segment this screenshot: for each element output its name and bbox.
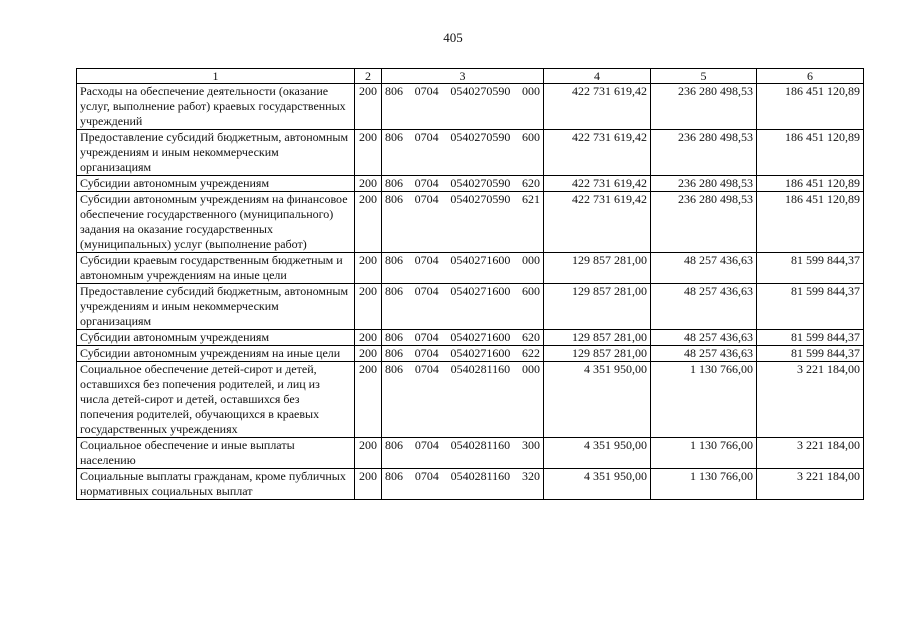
department-code: 806 xyxy=(385,284,403,298)
expense-name: Субсидии автономным учреждениям xyxy=(80,176,270,190)
column-header: 1 xyxy=(77,69,355,84)
section-code: 0704 xyxy=(414,330,439,344)
section-code: 0704 xyxy=(414,362,439,376)
amount-column-4 xyxy=(544,176,651,192)
section-code: 0704 xyxy=(414,130,439,144)
column-2-code: 200 xyxy=(359,438,377,452)
table-row xyxy=(77,176,864,192)
amount-column-6 xyxy=(757,192,864,253)
expense-type-code: 000 xyxy=(522,362,540,376)
expense-type-code: 620 xyxy=(521,330,540,344)
expense-name-cell xyxy=(77,192,355,253)
amount-5: 236 280 498,53 xyxy=(678,130,753,144)
amount-4: 4 351 950,00 xyxy=(584,362,647,376)
column-2-code: 200 xyxy=(359,192,377,206)
classification-codes-cell xyxy=(382,438,544,469)
classification-codes xyxy=(385,362,540,377)
expense-name: Расходы на обеспечение деятельности (оказание услуг, выполнение работ) краевых государственных учреждений xyxy=(80,84,346,128)
section-code: 0704 xyxy=(414,284,439,298)
expense-name-cell xyxy=(77,130,355,176)
amount-column-6 xyxy=(757,253,864,284)
section-code: 0704 xyxy=(414,253,439,267)
amount-column-5 xyxy=(651,192,757,253)
department-code: 806 xyxy=(385,176,403,190)
department-code: 806 xyxy=(385,192,403,206)
amount-4: 4 351 950,00 xyxy=(584,438,647,452)
amount-column-4 xyxy=(544,362,651,438)
classification-codes-cell xyxy=(382,84,544,130)
classification-codes-cell xyxy=(382,346,544,362)
classification-codes-cell xyxy=(382,253,544,284)
amount-column-4 xyxy=(544,130,651,176)
amount-column-5 xyxy=(651,176,757,192)
table-row xyxy=(77,192,864,253)
amount-6: 3 221 184,00 xyxy=(797,469,860,483)
column-2-code: 200 xyxy=(359,253,377,267)
amount-4: 422 731 619,42 xyxy=(572,84,647,98)
amount-column-6 xyxy=(757,438,864,469)
amount-6: 81 599 844,37 xyxy=(791,253,860,267)
classification-codes xyxy=(385,192,540,207)
column-header: 3 xyxy=(382,69,544,84)
amount-column-6 xyxy=(757,469,864,500)
amount-6: 3 221 184,00 xyxy=(797,362,860,376)
amount-column-4 xyxy=(544,469,651,500)
classification-codes-cell xyxy=(382,330,544,346)
department-code: 806 xyxy=(385,130,403,144)
classification-codes xyxy=(385,284,540,299)
expense-name-cell xyxy=(77,438,355,469)
amount-5: 1 130 766,00 xyxy=(690,362,753,376)
expense-name-cell xyxy=(77,330,355,346)
classification-codes xyxy=(385,346,540,361)
column-2-cell xyxy=(355,130,382,176)
amount-4: 422 731 619,42 xyxy=(572,192,647,206)
classification-codes xyxy=(385,130,540,145)
column-header: 5 xyxy=(651,69,757,84)
column-2-cell xyxy=(355,176,382,192)
target-article-code: 0540271600 xyxy=(450,346,511,360)
amount-5: 236 280 498,53 xyxy=(678,176,753,190)
table-body xyxy=(77,84,864,500)
column-2-code: 200 xyxy=(359,176,377,190)
amount-column-5 xyxy=(651,284,757,330)
amount-column-4 xyxy=(544,438,651,469)
classification-codes-cell xyxy=(382,284,544,330)
table-row xyxy=(77,438,864,469)
amount-column-6 xyxy=(757,346,864,362)
amount-4: 422 731 619,42 xyxy=(572,176,647,190)
target-article-code: 0540270590 xyxy=(450,192,511,206)
classification-codes-cell xyxy=(382,176,544,192)
amount-column-6 xyxy=(757,130,864,176)
target-article-code: 0540281160 xyxy=(450,438,511,452)
column-2-code: 200 xyxy=(359,469,377,483)
classification-codes xyxy=(385,330,540,345)
column-2-cell xyxy=(355,330,382,346)
table-row xyxy=(77,330,864,346)
table-row xyxy=(77,84,864,130)
column-2-cell xyxy=(355,362,382,438)
section-code: 0704 xyxy=(414,438,439,452)
table-row xyxy=(77,130,864,176)
target-article-code: 0540270590 xyxy=(450,130,511,144)
amount-6: 186 451 120,89 xyxy=(785,84,860,98)
table-row xyxy=(77,469,864,500)
target-article-code: 0540270590 xyxy=(450,176,511,190)
amount-column-5 xyxy=(651,330,757,346)
column-2-cell xyxy=(355,284,382,330)
expense-name-cell xyxy=(77,176,355,192)
target-article-code: 0540271600 xyxy=(450,253,511,267)
amount-5: 48 257 436,63 xyxy=(684,346,753,360)
budget-table xyxy=(76,68,864,500)
amount-4: 4 351 950,00 xyxy=(584,469,647,483)
amount-column-5 xyxy=(651,130,757,176)
expense-name-cell xyxy=(77,253,355,284)
column-2-cell xyxy=(355,469,382,500)
amount-6: 81 599 844,37 xyxy=(791,330,860,344)
section-code: 0704 xyxy=(414,176,439,190)
department-code: 806 xyxy=(385,438,403,452)
amount-4: 129 857 281,00 xyxy=(572,346,647,360)
expense-name: Предоставление субсидий бюджетным, автономным учреждениям и иным некоммерческим организациям xyxy=(80,130,349,174)
column-2-code: 200 xyxy=(359,330,377,344)
table-row xyxy=(77,253,864,284)
amount-column-4 xyxy=(544,253,651,284)
department-code: 806 xyxy=(385,330,403,344)
column-2-code: 200 xyxy=(359,346,377,360)
amount-6: 186 451 120,89 xyxy=(785,176,860,190)
expense-type-code: 000 xyxy=(521,253,540,267)
expense-type-code: 622 xyxy=(521,346,540,360)
expense-type-code: 600 xyxy=(521,130,540,144)
target-article-code: 0540270590 xyxy=(450,84,511,98)
classification-codes-cell xyxy=(382,469,544,500)
classification-codes-cell xyxy=(382,192,544,253)
expense-type-code: 621 xyxy=(521,192,540,206)
target-article-code: 0540271600 xyxy=(450,284,511,298)
amount-column-5 xyxy=(651,438,757,469)
column-2-cell xyxy=(355,346,382,362)
amount-column-5 xyxy=(651,469,757,500)
section-code: 0704 xyxy=(414,192,439,206)
table-row xyxy=(77,284,864,330)
expense-name: Предоставление субсидий бюджетным, автономным учреждениям и иным некоммерческим организациям xyxy=(80,284,349,328)
table-row xyxy=(77,362,864,438)
amount-5: 48 257 436,63 xyxy=(684,330,753,344)
amount-column-4 xyxy=(544,84,651,130)
expense-type-code: 620 xyxy=(521,176,540,190)
amount-4: 129 857 281,00 xyxy=(572,330,647,344)
department-code: 806 xyxy=(385,362,403,376)
amount-column-4 xyxy=(544,192,651,253)
amount-column-6 xyxy=(757,84,864,130)
section-code: 0704 xyxy=(414,469,439,483)
expense-type-code: 320 xyxy=(522,469,540,483)
amount-5: 236 280 498,53 xyxy=(678,192,753,206)
amount-column-4 xyxy=(544,330,651,346)
amount-5: 236 280 498,53 xyxy=(678,84,753,98)
classification-codes xyxy=(385,253,540,268)
column-2-cell xyxy=(355,253,382,284)
amount-column-4 xyxy=(544,346,651,362)
department-code: 806 xyxy=(385,469,403,483)
table-row xyxy=(77,346,864,362)
amount-6: 81 599 844,37 xyxy=(791,346,860,360)
expense-name: Субсидии автономным учреждениям на финансовое обеспечение государственного (муниципального) задания на оказание государственных (муниципальных) услуг (выполнение работ) xyxy=(80,192,348,251)
amount-column-5 xyxy=(651,253,757,284)
column-header: 2 xyxy=(355,69,382,84)
expense-name-cell xyxy=(77,362,355,438)
amount-5: 48 257 436,63 xyxy=(684,253,753,267)
amount-column-5 xyxy=(651,346,757,362)
department-code: 806 xyxy=(385,253,403,267)
amount-column-5 xyxy=(651,84,757,130)
expense-type-code: 000 xyxy=(521,84,540,98)
amount-5: 1 130 766,00 xyxy=(690,469,753,483)
expense-type-code: 300 xyxy=(522,438,540,452)
amount-4: 129 857 281,00 xyxy=(572,253,647,267)
target-article-code: 0540281160 xyxy=(450,469,511,483)
expense-name-cell xyxy=(77,346,355,362)
expense-name: Субсидии краевым государственным бюджетным и автономным учреждениям на иные цели xyxy=(80,253,343,282)
amount-column-6 xyxy=(757,284,864,330)
classification-codes xyxy=(385,84,540,99)
column-2-code: 200 xyxy=(359,84,377,98)
expense-name: Социальное обеспечение и иные выплаты населению xyxy=(80,438,295,467)
classification-codes-cell xyxy=(382,130,544,176)
amount-4: 129 857 281,00 xyxy=(572,284,647,298)
classification-codes xyxy=(385,438,540,453)
expense-name: Социальные выплаты гражданам, кроме публичных нормативных социальных выплат xyxy=(80,469,346,498)
department-code: 806 xyxy=(385,84,403,98)
column-header: 4 xyxy=(544,69,651,84)
amount-4: 422 731 619,42 xyxy=(572,130,647,144)
column-2-code: 200 xyxy=(359,284,377,298)
section-code: 0704 xyxy=(414,346,439,360)
amount-5: 48 257 436,63 xyxy=(684,284,753,298)
amount-6: 186 451 120,89 xyxy=(785,192,860,206)
column-2-cell xyxy=(355,438,382,469)
amount-column-6 xyxy=(757,330,864,346)
column-header: 6 xyxy=(757,69,864,84)
amount-column-6 xyxy=(757,362,864,438)
classification-codes xyxy=(385,176,540,191)
section-code: 0704 xyxy=(414,84,439,98)
amount-6: 81 599 844,37 xyxy=(791,284,860,298)
expense-name-cell xyxy=(77,469,355,500)
amount-6: 186 451 120,89 xyxy=(785,130,860,144)
expense-name-cell xyxy=(77,284,355,330)
expense-name: Социальное обеспечение детей-сирот и детей, оставшихся без попечения родителей, и лиц из числа детей-сирот и детей, оставшихся без попечения родителей, обучающихся в краевых государственных учреждениях xyxy=(80,362,320,436)
table-header-row xyxy=(77,69,864,84)
classification-codes xyxy=(385,469,540,484)
classification-codes-cell xyxy=(382,362,544,438)
page-number: 405 xyxy=(443,30,463,45)
column-2-code: 200 xyxy=(359,362,377,376)
amount-column-6 xyxy=(757,176,864,192)
target-article-code: 0540271600 xyxy=(450,330,511,344)
department-code: 806 xyxy=(385,346,403,360)
target-article-code: 0540281160 xyxy=(450,362,511,376)
expense-name: Субсидии автономным учреждениям на иные цели xyxy=(80,346,341,360)
expense-type-code: 600 xyxy=(521,284,540,298)
column-2-code: 200 xyxy=(359,130,377,144)
expense-name-cell xyxy=(77,84,355,130)
amount-5: 1 130 766,00 xyxy=(690,438,753,452)
column-2-cell xyxy=(355,84,382,130)
amount-6: 3 221 184,00 xyxy=(797,438,860,452)
column-2-cell xyxy=(355,192,382,253)
amount-column-5 xyxy=(651,362,757,438)
expense-name: Субсидии автономным учреждениям xyxy=(80,330,270,344)
amount-column-4 xyxy=(544,284,651,330)
